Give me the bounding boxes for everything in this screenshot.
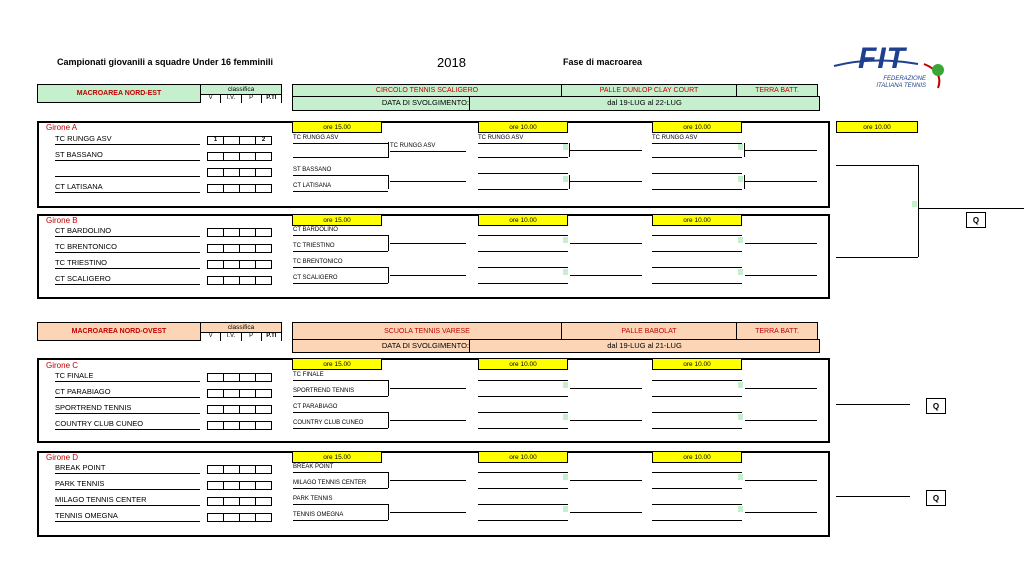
score-marker bbox=[563, 506, 568, 512]
score-marker bbox=[563, 269, 568, 275]
group-b-name: Girone B bbox=[46, 216, 78, 225]
bracket-line bbox=[388, 504, 389, 520]
time-slot: ore 15.00 bbox=[292, 358, 382, 370]
score-marker bbox=[563, 414, 568, 420]
standings-row bbox=[208, 421, 272, 430]
bracket-line bbox=[478, 472, 568, 473]
match-team: ST BASSANO bbox=[293, 166, 388, 176]
bracket-line bbox=[918, 208, 1024, 209]
match-team: MILAGO TENNIS CENTER bbox=[293, 479, 388, 489]
classifica-header-ne: classifica V I.V. P P.TI bbox=[200, 84, 282, 103]
bracket-line bbox=[836, 496, 910, 497]
match-team: TC RUNGG ASV bbox=[293, 134, 388, 144]
time-slot: ore 15.00 bbox=[292, 214, 382, 226]
bracket-line bbox=[388, 412, 389, 428]
group-c-name: Girone C bbox=[46, 361, 79, 370]
bracket-line bbox=[478, 157, 568, 158]
standings-row bbox=[208, 497, 272, 506]
bracket-line bbox=[745, 243, 817, 244]
team-row: PARK TENNIS bbox=[55, 478, 200, 490]
phase-label: Fase di macroarea bbox=[563, 57, 643, 67]
bracket-line bbox=[652, 472, 742, 473]
macroarea-no-label: MACROAREA NORD-OVEST bbox=[37, 322, 201, 341]
bracket-line bbox=[744, 175, 745, 189]
score-marker bbox=[738, 269, 743, 275]
logo-swoosh-icon bbox=[832, 42, 952, 102]
score-marker bbox=[738, 144, 743, 150]
bracket-line bbox=[390, 512, 466, 513]
time-slot: ore 10.00 bbox=[478, 451, 568, 463]
standings-row bbox=[208, 152, 272, 161]
standings-row bbox=[208, 513, 272, 522]
score-marker bbox=[738, 176, 743, 182]
time-slot: ore 10.00 bbox=[478, 121, 568, 133]
score-marker bbox=[563, 382, 568, 388]
team-row: SPORTREND TENNIS bbox=[55, 402, 200, 414]
bracket-line bbox=[745, 181, 817, 182]
bracket-line bbox=[570, 275, 642, 276]
standings-row bbox=[208, 276, 272, 285]
team-row: CT PARABIAGO bbox=[55, 386, 200, 398]
bracket-line bbox=[570, 388, 642, 389]
team-row bbox=[55, 165, 200, 177]
bracket-line bbox=[745, 275, 817, 276]
year: 2018 bbox=[437, 55, 466, 70]
bracket-line bbox=[836, 404, 910, 405]
match-team: SPORTREND TENNIS bbox=[293, 387, 388, 397]
bracket-line bbox=[388, 472, 389, 488]
match-team: CT LATISANA bbox=[293, 182, 388, 192]
score-marker bbox=[738, 474, 743, 480]
match-team: CT PARABIAGO bbox=[293, 403, 388, 413]
bracket-line bbox=[745, 512, 817, 513]
bracket-line bbox=[478, 283, 568, 284]
balls-ne: PALLE DUNLOP CLAY COURT bbox=[561, 84, 737, 97]
bracket-line bbox=[390, 480, 466, 481]
bracket-line bbox=[478, 488, 568, 489]
standings-row: 1 2 bbox=[208, 136, 272, 145]
dates-row-ne: DATA DI SVOLGIMENTO: dal 19-LUG al 22-LUG bbox=[292, 96, 820, 111]
bracket-line bbox=[652, 396, 742, 397]
time-slot: ore 10.00 bbox=[478, 214, 568, 226]
bracket-line bbox=[390, 243, 466, 244]
bracket-line bbox=[652, 267, 742, 268]
bracket-line bbox=[569, 175, 570, 189]
bracket-line bbox=[478, 520, 568, 521]
bracket-line bbox=[478, 380, 568, 381]
standings-row bbox=[208, 168, 272, 177]
standings-row bbox=[208, 405, 272, 414]
bracket-line bbox=[745, 480, 817, 481]
bracket-line bbox=[478, 428, 568, 429]
standings-row bbox=[208, 244, 272, 253]
time-slot: ore 10.00 bbox=[652, 121, 742, 133]
bracket-line bbox=[836, 257, 918, 258]
score-marker bbox=[563, 474, 568, 480]
team-row: CT BARDOLINO bbox=[55, 225, 200, 237]
bracket-line bbox=[652, 283, 742, 284]
bracket-line bbox=[478, 189, 568, 190]
score-marker bbox=[563, 237, 568, 243]
standings-row bbox=[208, 481, 272, 490]
match-winner: TC RUNGG ASV bbox=[390, 142, 466, 152]
qualified-box-d: Q bbox=[926, 490, 946, 506]
bracket-line bbox=[570, 181, 642, 182]
dates-row-no: DATA DI SVOLGIMENTO: dal 19-LUG al 21-LUG bbox=[292, 339, 820, 353]
standings-row bbox=[208, 389, 272, 398]
bracket-line bbox=[570, 150, 642, 151]
bracket-line bbox=[388, 175, 389, 189]
match-team: TC RUNGG ASV bbox=[652, 134, 742, 144]
bracket-line bbox=[652, 428, 742, 429]
team-row: COUNTRY CLUB CUNEO bbox=[55, 418, 200, 430]
bracket-line bbox=[570, 420, 642, 421]
match-team: TENNIS OMEGNA bbox=[293, 511, 388, 521]
balls-no: PALLE BABOLAT bbox=[561, 322, 737, 340]
score-marker bbox=[563, 144, 568, 150]
time-slot: ore 15.00 bbox=[292, 451, 382, 463]
bracket-line bbox=[390, 275, 466, 276]
bracket-line bbox=[388, 267, 389, 283]
bracket-line bbox=[390, 388, 466, 389]
bracket-line bbox=[652, 488, 742, 489]
dates-no: dal 19-LUG al 21-LUG bbox=[607, 341, 682, 350]
score-marker bbox=[912, 201, 917, 207]
bracket-line bbox=[570, 512, 642, 513]
bracket-line bbox=[652, 380, 742, 381]
match-team: PARK TENNIS bbox=[293, 495, 388, 505]
dates-ne: dal 19-LUG al 22-LUG bbox=[607, 98, 682, 107]
match-team: TC RUNGG ASV bbox=[478, 134, 568, 144]
time-slot: ore 10.00 bbox=[652, 214, 742, 226]
bracket-line bbox=[478, 235, 568, 236]
bracket-line bbox=[652, 157, 742, 158]
bracket-line bbox=[390, 181, 466, 182]
time-slot: ore 10.00 bbox=[652, 358, 742, 370]
team-row: CT LATISANA bbox=[55, 181, 200, 193]
bracket-line bbox=[745, 150, 817, 151]
score-marker bbox=[738, 506, 743, 512]
bracket-line bbox=[652, 412, 742, 413]
standings-row bbox=[208, 260, 272, 269]
bracket-line bbox=[652, 251, 742, 252]
bracket-line bbox=[478, 504, 568, 505]
macroarea-ne-label: MACROAREA NORD-EST bbox=[37, 84, 201, 103]
qualified-box-ne: Q bbox=[966, 212, 986, 228]
team-row: TC BRENTONICO bbox=[55, 241, 200, 253]
bracket-line bbox=[388, 235, 389, 251]
classifica-header-no: classifica V I.V. P P.TI bbox=[200, 322, 282, 341]
match-team: COUNTRY CLUB CUNEO bbox=[293, 419, 388, 429]
match-team: BREAK POINT bbox=[293, 463, 388, 473]
bracket-line bbox=[388, 142, 389, 158]
bracket-line bbox=[478, 251, 568, 252]
surface-no: TERRA BATT. bbox=[736, 322, 818, 340]
team-row: TC TRIESTINO bbox=[55, 257, 200, 269]
team-row: TC RUNGG ASV bbox=[55, 133, 200, 145]
group-d-name: Girone D bbox=[46, 453, 79, 462]
score-marker bbox=[738, 414, 743, 420]
club-no: SCUOLA TENNIS VARESE bbox=[292, 322, 562, 340]
team-row: TENNIS OMEGNA bbox=[55, 510, 200, 522]
score-marker bbox=[738, 382, 743, 388]
match-team: TC FINALE bbox=[293, 371, 388, 381]
surface-ne: TERRA BATT. bbox=[736, 84, 818, 97]
time-slot: ore 15.00 bbox=[292, 121, 382, 133]
bracket-line bbox=[570, 480, 642, 481]
bracket-line bbox=[390, 420, 466, 421]
bracket-line bbox=[293, 157, 388, 158]
bracket-line bbox=[918, 165, 919, 257]
match-team: TC TRIESTINO bbox=[293, 242, 388, 252]
standings-row bbox=[208, 228, 272, 237]
bracket-line bbox=[478, 412, 568, 413]
score-marker bbox=[563, 176, 568, 182]
qualified-box-c: Q bbox=[926, 398, 946, 414]
team-row: ST BASSANO bbox=[55, 149, 200, 161]
fit-logo: FIT FEDERAZIONE ITALIANA TENNIS bbox=[832, 42, 952, 102]
standings-row bbox=[208, 184, 272, 193]
match-team: CT BARDOLINO bbox=[293, 226, 388, 236]
team-row: MILAGO TENNIS CENTER bbox=[55, 494, 200, 506]
bracket-line bbox=[478, 267, 568, 268]
bracket-line bbox=[388, 380, 389, 396]
bracket-line bbox=[478, 396, 568, 397]
bracket-line bbox=[570, 243, 642, 244]
bracket-line bbox=[745, 420, 817, 421]
bracket-line bbox=[652, 173, 742, 174]
bracket-line bbox=[652, 235, 742, 236]
match-team: TC BRENTONICO bbox=[293, 258, 388, 268]
score-marker bbox=[738, 237, 743, 243]
bracket-line bbox=[836, 165, 918, 166]
match-team: CT SCALIGERO bbox=[293, 274, 388, 284]
team-row: BREAK POINT bbox=[55, 462, 200, 474]
final-time-slot: ore 10.00 bbox=[836, 121, 918, 133]
page-title: Campionati giovanili a squadre Under 16 femminili bbox=[57, 57, 274, 67]
standings-row bbox=[208, 465, 272, 474]
bracket-line bbox=[652, 189, 742, 190]
time-slot: ore 10.00 bbox=[652, 451, 742, 463]
team-row: TC FINALE bbox=[55, 370, 200, 382]
bracket-line bbox=[652, 520, 742, 521]
time-slot: ore 10.00 bbox=[478, 358, 568, 370]
standings-row bbox=[208, 373, 272, 382]
group-a-name: Girone A bbox=[46, 123, 78, 132]
club-ne: CIRCOLO TENNIS SCALIGERO bbox=[292, 84, 562, 97]
bracket-line bbox=[478, 173, 568, 174]
bracket-line bbox=[745, 388, 817, 389]
team-row: CT SCALIGERO bbox=[55, 273, 200, 285]
bracket-line bbox=[652, 504, 742, 505]
